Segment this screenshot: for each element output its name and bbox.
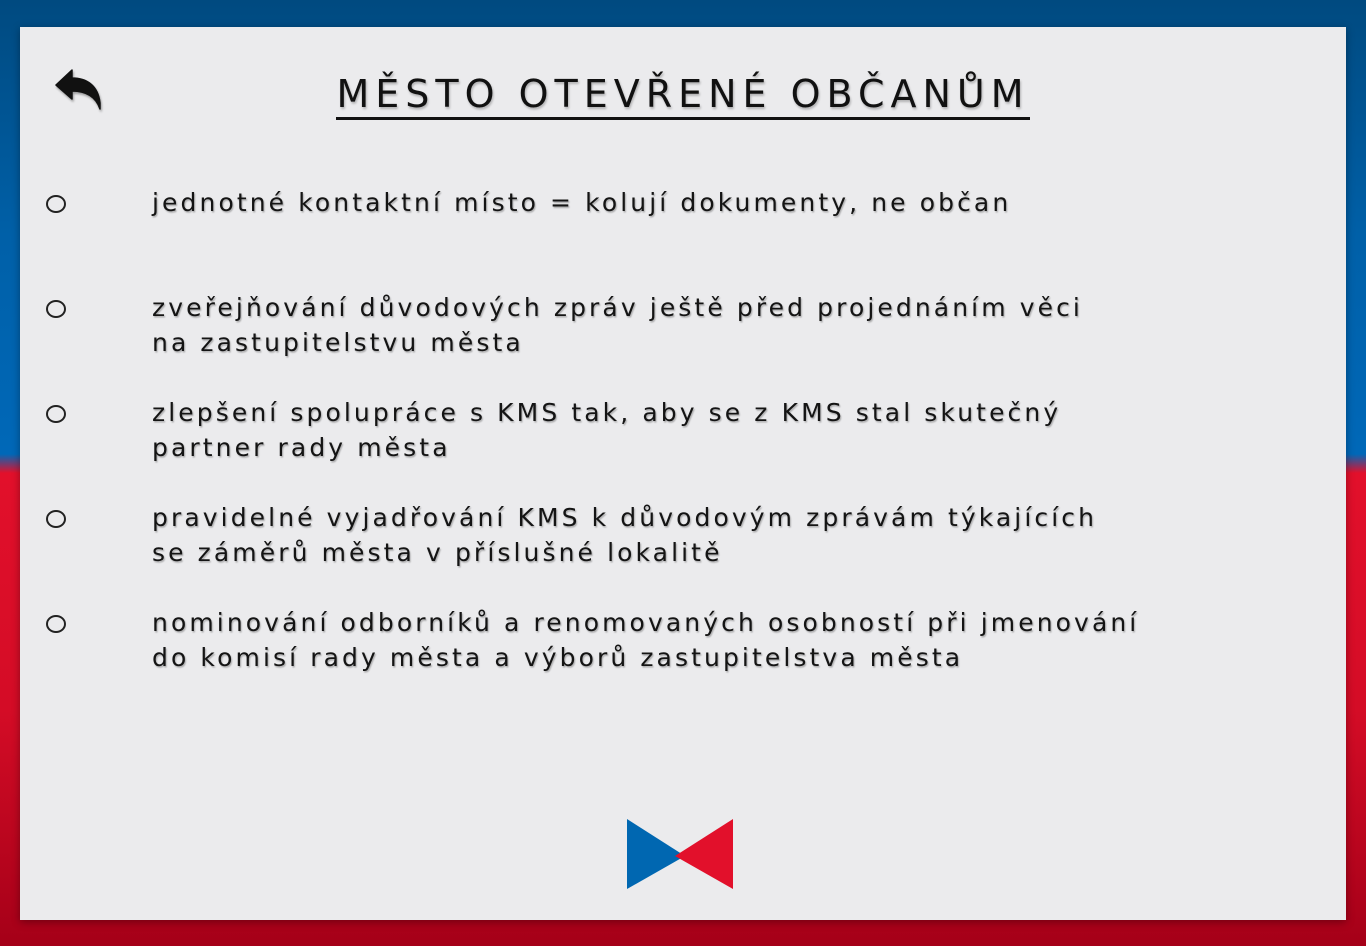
list-item-text: jednotné kontaktní místo = kolují dokumenty, ne občan — [152, 188, 1012, 217]
list-item — [20, 605, 1346, 675]
content-card — [20, 27, 1346, 920]
list-item-text: zveřejňování důvodových zpráv ještě před projednáním věci na zastupitelstvu města — [152, 293, 1083, 357]
page-title-text: MĚSTO OTEVŘENÉ OBČANŮM — [336, 71, 1029, 120]
kms-logo — [627, 819, 733, 891]
bullet-circle-icon — [46, 195, 66, 213]
list-item-text: pravidelné vyjadřování KMS k důvodovým zprávám týkajících se záměrů města v příslušné lokalitě — [152, 503, 1098, 567]
list-item — [20, 185, 1346, 255]
bullet-list — [20, 185, 1346, 710]
list-item-text: nominování odborníků a renomovaných osobností při jmenování do komisí rady města a výborů zastupitelstva města — [152, 608, 1140, 672]
logo-blue-triangle — [627, 819, 685, 889]
list-item — [20, 290, 1346, 360]
bullet-circle-icon — [46, 615, 66, 633]
bullet-circle-icon — [46, 405, 66, 423]
bullet-circle-icon — [46, 510, 66, 528]
logo-red-triangle — [675, 819, 733, 889]
list-item — [20, 395, 1346, 465]
bullet-circle-icon — [46, 300, 66, 318]
page-title — [20, 71, 1346, 120]
list-item-text: zlepšení spolupráce s KMS tak, aby se z KMS stal skutečný partner rady města — [152, 398, 1062, 462]
list-item — [20, 500, 1346, 570]
